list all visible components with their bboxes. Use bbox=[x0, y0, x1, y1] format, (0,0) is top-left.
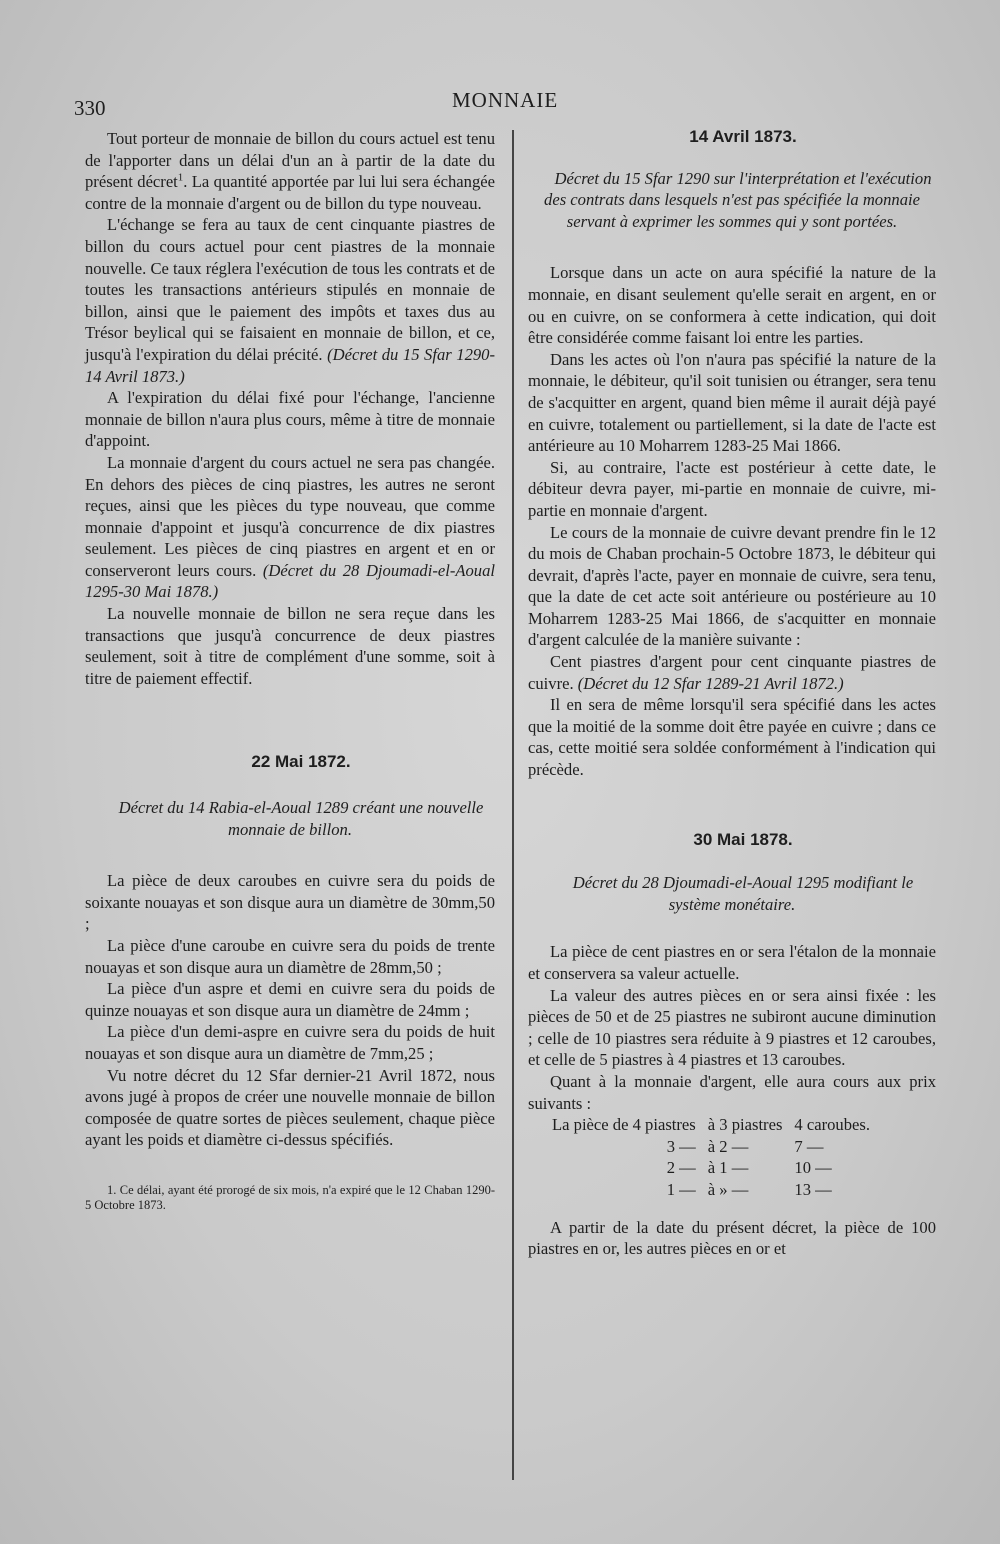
paragraph: Le cours de la monnaie de cuivre devant prendre fin le 12 du mois de Chaban prochain-5 Octobre 1873, le débiteur qui devrait, d'après l'acte, payer en monnaie de cuivre, sera tenu, que la date de cet acte soit antérieure ou postérieure au 10 Moharrem 1283-25 Mai 1866, de s'acquitter en monnaie d'argent calculée de la manière suivante : bbox=[528, 522, 936, 650]
section-date: 30 Mai 1878. bbox=[693, 829, 793, 849]
citation: (Décret du 15 Sfar 1290-14 Avril 1873.) bbox=[85, 344, 495, 386]
column-divider bbox=[512, 130, 514, 1480]
paragraph: La pièce de deux caroubes en cuivre sera du poids de soixante nouayas et son disque aura un diamètre de 30mm,50 ; bbox=[85, 871, 495, 934]
paragraph: L'échange se fera au taux de cent cinquante piastres de billon du cours actuel pour cent piastres de la monnaie nouvelle. Ce taux réglera l'exécution de tous les contrats et de toutes les transactions antérieurs stipulés en monnaie de billon, ainsi que le paiement des impôts et taxes dus au Trésor beylical qui se faisaient en monnaie de billon, et ce, jusqu'à l'expiration du délai précité. (Décret du 15 Sfar 1290-14 Avril 1873.) bbox=[85, 215, 495, 386]
section-title: Décret du 14 Rabia-el-Aoual 1289 créant une nouvelle monnaie de billon. bbox=[118, 798, 484, 839]
paragraph: A partir de la date du présent décret, la pièce de 100 piastres en or, les autres pièces en or et bbox=[528, 1217, 936, 1259]
paragraph: La pièce d'une caroube en cuivre sera du poids de trente nouayas et son disque aura un diamètre de 28mm,50 ; bbox=[85, 936, 495, 977]
paragraph: La pièce d'un aspre et demi en cuivre sera du poids de quinze nouayas et son disque aura un diamètre de 24mm ; bbox=[85, 979, 495, 1020]
table-row: La pièce de 4 piastres à 3 piastres 4 caroubes. bbox=[552, 1115, 870, 1135]
section-date: 22 Mai 1872. bbox=[251, 752, 351, 772]
paragraph: La nouvelle monnaie de billon ne sera reçue dans les transactions que jusqu'à concurrence de deux piastres seulement, soit à titre de complément d'une somme, soit à titre de paiement effectif. bbox=[85, 604, 495, 688]
table-row: 1 — à » — 13 — bbox=[666, 1179, 832, 1199]
paragraph: Cent piastres d'argent pour cent cinquante piastres de cuivre. (Décret du 12 Sfar 1289-21 Avril 1872.) bbox=[528, 652, 936, 693]
paragraph: Il en sera de même lorsqu'il sera spécifié dans les actes que la moitié de la somme doit être payée en cuivre ; dans ce cas, cette moitié sera soldée conformément à l'indication qui précède. bbox=[528, 695, 936, 780]
page-number: 330 bbox=[74, 96, 106, 120]
section-date: 14 Avril 1873. bbox=[689, 127, 797, 146]
paragraph: La pièce de cent piastres en or sera l'étalon de la monnaie et conservera sa valeur actuelle. bbox=[528, 942, 936, 983]
section-title: Décret du 15 Sfar 1290 sur l'interprétation et l'exécution des contrats dans lesquels n'est pas spécifiée la monnaie servant à exprimer les sommes qui y sont portées. bbox=[544, 168, 932, 231]
section-title: Décret du 28 Djoumadi-el-Aoual 1295 modifiant le système monétaire. bbox=[572, 873, 914, 914]
table-row: 3 — à 2 — 7 — bbox=[666, 1136, 824, 1156]
table-row: 2 — à 1 — 10 — bbox=[666, 1158, 832, 1178]
paragraph: A l'expiration du délai fixé pour l'échange, l'ancienne monnaie de billon n'aura plus cours, même à titre de monnaie d'appoint. bbox=[85, 388, 495, 451]
right-column bbox=[528, 126, 936, 1260]
citation: (Décret du 12 Sfar 1289-21 Avril 1872.) bbox=[577, 673, 844, 693]
paragraph: La pièce d'un demi-aspre en cuivre sera du poids de huit nouayas et son disque aura un diamètre de 7mm,25 ; bbox=[85, 1022, 495, 1063]
paragraph: Lorsque dans un acte on aura spécifié la nature de la monnaie, en disant seulement qu'elle serait en argent, en or ou en cuivre, on se conformera à cette indication, qui doit être considérée comme faisant loi entre les parties. bbox=[528, 263, 936, 348]
paragraph: Quant à la monnaie d'argent, elle aura cours aux prix suivants : bbox=[528, 1071, 936, 1113]
paragraph: La monnaie d'argent du cours actuel ne sera pas changée. En dehors des pièces de cinq piastres, les autres ne seront reçues, ainsi que les pièces du type nouveau, que comme monnaie d'appoint et jusqu'à concurrence de dix piastres seulement. Les pièces de cinq piastres en argent et en or conserveront leurs cours. (Décret du 28 Djoumadi-el-Aoual 1295-30 Mai 1878.) bbox=[85, 452, 495, 602]
citation: (Décret du 28 Djoumadi-el-Aoual 1295-30 Mai 1878.) bbox=[85, 560, 495, 602]
footnote-mark: 1 bbox=[177, 171, 184, 184]
running-head: MONNAIE bbox=[452, 88, 559, 112]
paragraph: Dans les actes où l'on n'aura pas spécifié la nature de la monnaie, le débiteur, qu'il soit tunisien ou étranger, sera tenu de s'acquitter en argent, quand bien même il aurait déjà payé en cuivre, totalement ou partiellement, si la date de l'acte est antérieure au 10 Moharrem 1283-25 Mai 1866. bbox=[528, 349, 936, 456]
paragraph: La valeur des autres pièces en or sera ainsi fixée : les pièces de 50 et de 25 piastres ne subiront aucune diminution ; celle de 10 piastres sera réduite à 9 piastres et 12 caroubes, et celle de 5 piastres à 4 piastres et 13 caroubes. bbox=[528, 985, 936, 1070]
paragraph: Si, au contraire, l'acte est postérieur à cette date, le débiteur devra payer, mi-partie en monnaie de cuivre, mi-partie en monnaie d'argent. bbox=[528, 457, 936, 520]
left-column bbox=[85, 128, 495, 1213]
footnote: 1. Ce délai, ayant été prorogé de six mois, n'a expiré que le 12 Chaban 1290-5 Octobre 1873. bbox=[85, 1182, 495, 1212]
rates-table bbox=[546, 1114, 876, 1200]
paragraph: Tout porteur de monnaie de billon du cours actuel est tenu de l'apporter dans un délai d'un an à partir de la date du présent décret$^1$. La quantité apportée par lui lui sera échangée contre de la monnaie d'argent ou de billon du type nouveau. bbox=[85, 129, 495, 213]
paragraph: Vu notre décret du 12 Sfar dernier-21 Avril 1872, nous avons jugé à propos de créer une nouvelle monnaie de billon composée de quatre sortes de pièces seulement, chaque pièce ayant les poids et diamètre ci-dessus spécifiés. bbox=[85, 1065, 495, 1150]
